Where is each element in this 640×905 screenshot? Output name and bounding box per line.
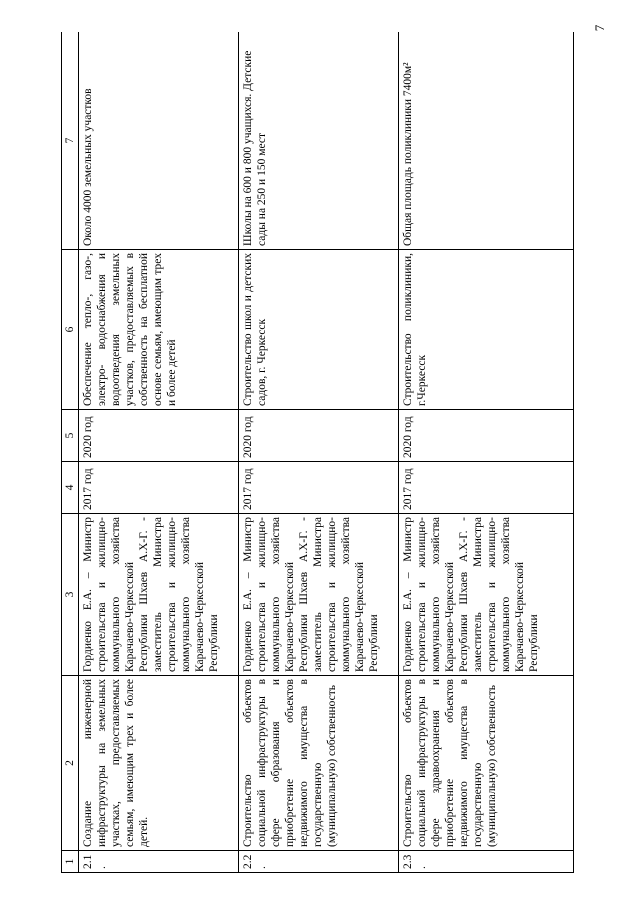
start-year: 2017 год [79,462,239,514]
document-page [61,32,639,873]
table-row [239,32,399,873]
column-header: 7 [62,32,79,250]
responsible-persons: Гордиенко Е.А. – Министр строительства и жилищно-коммунального хозяйства Карачаево-Черкесской Республики Шхаев А.Х-Г. - заместитель Министра строительства и жилищно-коммунального хозяйства Карачаево-Черкесской Республики [79,514,239,676]
table-header-row [62,32,79,873]
activity: Строительство школ и детских садов, г. Черкесск [239,250,399,410]
rotated-content [61,32,639,873]
column-header: 6 [62,250,79,410]
table-row [79,32,239,873]
measure-name: Создание инженерной инфраструктуры на земельных участках, предоставляемых семьям, имеющим трех и более детей. [79,676,239,851]
row-number: 2.1. [79,851,239,873]
end-year: 2020 год [399,410,574,462]
column-header: 5 [62,410,79,462]
row-number: 2.2. [239,851,399,873]
end-year: 2020 год [79,410,239,462]
program-table [61,32,574,873]
start-year: 2017 год [239,462,399,514]
measure-name: Строительство объектов социальной инфраструктуры в сфере образования и приобретение объектов недвижимого имущества в государственную (муниципальную) собственность [239,676,399,851]
activity: Строительство поликлиники, г.Черкесск [399,250,574,410]
row-number: 2.3. [399,851,574,873]
column-header: 2 [62,676,79,851]
column-header: 1 [62,851,79,873]
table-row [399,32,574,873]
start-year: 2017 год [399,462,574,514]
measure-name: Строительство объектов социальной инфраструктуры в сфере здравоохранения и приобретение объектов недвижимого имущества в государственную (муниципальную) собственность [399,676,574,851]
activity: Обеспечение тепло-, газо-, электро- водоснабжения и водоотведения земельных участков, предоставляемых в собственность на бесплатной основе семьям, имеющим трех и более детей [79,250,239,410]
end-year: 2020 год [239,410,399,462]
responsible-persons: Гордиенко Е.А. – Министр строительства и жилищно-коммунального хозяйства Карачаево-Черкесской Республики Шхаев А.Х-Г. - заместитель Министра строительства и жилищно-коммунального хозяйства Карачаево-Черкесской Республики [239,514,399,676]
column-header: 3 [62,514,79,676]
page-number: 7 [592,24,607,32]
column-header: 4 [62,462,79,514]
expected-result: Школы на 600 и 800 учащихся. Детские сады на 250 и 150 мест [239,32,399,250]
expected-result: Около 4000 земельных участков [79,32,239,250]
responsible-persons: Гордиенко Е.А. – Министр строительства и жилищно-коммунального хозяйства Карачаево-Черкесской Республики Шхаев А.Х-Г. - заместитель Министра строительства и жилищно-коммунального хозяйства Карачаево-Черкесской Республики [399,514,574,676]
expected-result: Общая площадь поликлиники 7400м² [399,32,574,250]
